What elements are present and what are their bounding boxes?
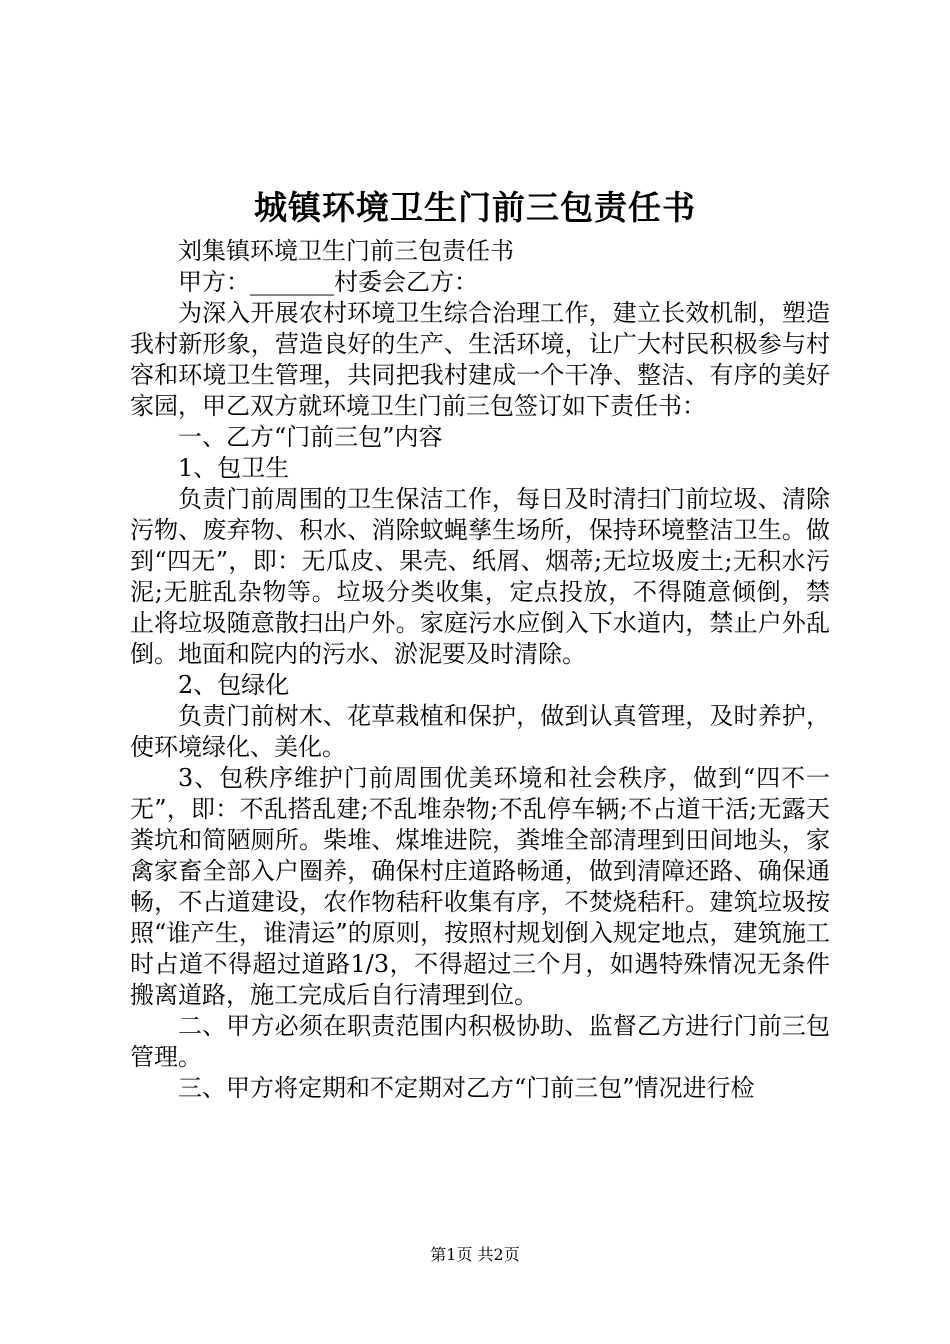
greening-paragraph: 负责门前树木、花草栽植和保护，做到认真管理，及时养护，使环境绿化、美化。 (130, 702, 830, 761)
item-heading-greening: 2、包绿化 (178, 671, 290, 699)
item-heading-hygiene: 1、包卫生 (178, 454, 290, 482)
order-paragraph: 3、包秩序维护门前周围优美环境和社会秩序，做到“四不一无”，即：不乱搭乱建;不乱堆杂物;不乱停车辆;不占道干活;无露天粪坑和简陋厕所。柴堆、煤堆进院，粪堆全部清理到田间地头，家禽家畜全部入户圈养，确保村庄道路畅通，做到清障还路、确保通畅，不占道建设，农作物秸秆收集有序，不焚烧秸秆。建筑垃圾按照“谁产生，谁清运”的原则，按照村规划倒入规定地点，建筑施工时占道不得超过道路1/3，不得超过三个月，如遇特殊情况无条件搬离道路，施工完成后自行清理到位。 (130, 764, 830, 1009)
inspection-paragraph: 三、甲方将定期和不定期对乙方“门前三包”情况进行检 (178, 1074, 755, 1102)
parties-paragraph: 甲方：_______村委会乙方： (178, 268, 478, 296)
page-number: 第1页 共2页 (430, 1245, 520, 1264)
subtitle-paragraph: 刘集镇环境卫生门前三包责任书 (178, 237, 514, 265)
section-heading: 一、乙方“门前三包”内容 (178, 423, 443, 451)
party-a-duty-paragraph: 二、甲方必须在职责范围内积极协助、监督乙方进行门前三包管理。 (130, 1012, 830, 1071)
document-body (130, 236, 830, 1104)
document-title: 城镇环境卫生门前三包责任书 (254, 188, 696, 227)
hygiene-paragraph: 负责门前周围的卫生保洁工作，每日及时清扫门前垃圾、清除污物、废弃物、积水、消除蚊蝇孳生场所，保持环境整洁卫生。做到“四无”，即：无瓜皮、果壳、纸屑、烟蒂;无垃圾废土;无积水污泥;无脏乱杂物等。垃圾分类收集，定点投放，不得随意倾倒，禁止将垃圾随意散扫出户外。家庭污水应倒入下水道内，禁止户外乱倒。地面和院内的污水、淤泥要及时清除。 (130, 485, 830, 668)
intro-paragraph: 为深入开展农村环境卫生综合治理工作，建立长效机制，塑造我村新形象，营造良好的生产、生活环境，让广大村民积极参与村容和环境卫生管理，共同把我村建成一个干净、整洁、有序的美好家园，甲乙双方就环境卫生门前三包签订如下责任书： (130, 299, 830, 420)
